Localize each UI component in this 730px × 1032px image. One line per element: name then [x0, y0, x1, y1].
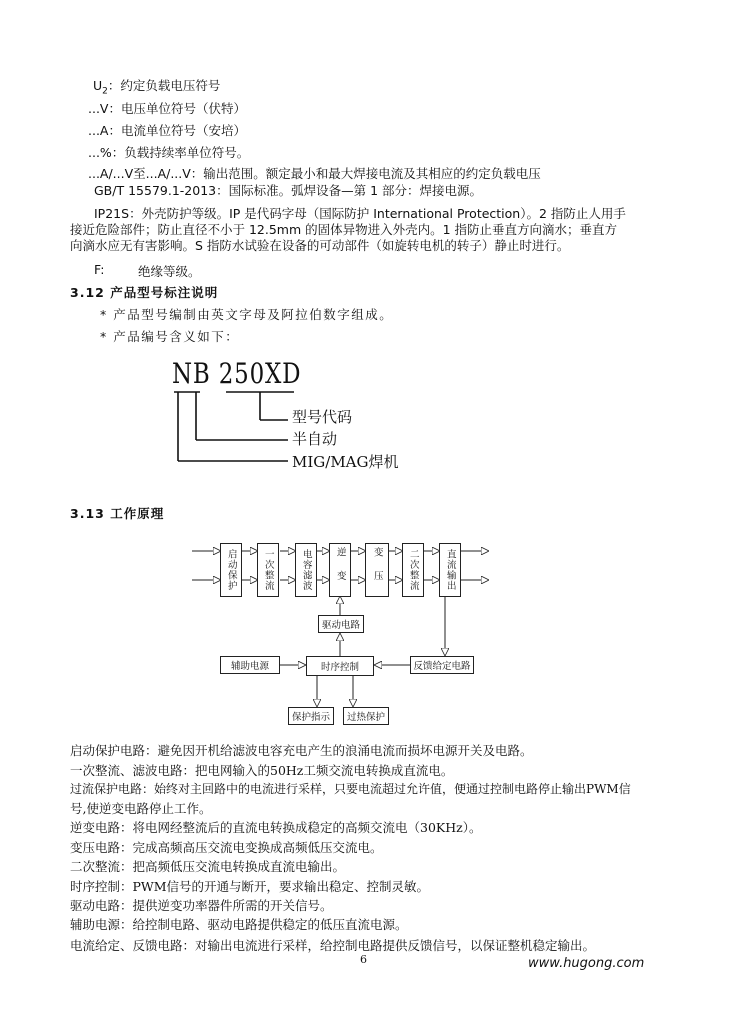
- website-link[interactable]: www.hugong.com: [528, 956, 645, 971]
- model-label-semi-auto: 半自动: [292, 430, 338, 448]
- block-transformer: [365, 543, 389, 597]
- model-label-mig-mag: MIG/MAG焊机: [292, 453, 399, 471]
- block-capacitor-filter-label: 电容滤波: [300, 549, 312, 591]
- u2-definition: [93, 76, 220, 97]
- duty-definition: ...%：负载持续率单位符号。: [88, 145, 250, 160]
- block-primary-rectifier-label: 一次整流: [262, 549, 274, 591]
- explanation-line: 号,使逆变电路停止工作。: [70, 801, 212, 816]
- ip-definition-line2: 接近危险部件；防止直径不小于 12.5mm 的固体异物进入外壳内。1 指防止垂直方向滴水；垂直方: [70, 222, 618, 237]
- block-drive-circuit: 驱动电路: [318, 615, 364, 633]
- range-definition-line2: GB/T 15579.1-2013：国际标准。弧焊设备—第 1 部分：焊接电源。: [94, 183, 482, 198]
- block-overheat-protection: 过热保护: [343, 707, 389, 725]
- explanation-line: 启动保护电路：避免因开机给滤波电容充电产生的浪涌电流而损坏电源开关及电路。: [70, 743, 533, 758]
- block-transformer-label: 变压: [371, 546, 383, 594]
- page-number: 6: [360, 953, 367, 966]
- block-secondary-rectifier: [402, 543, 424, 597]
- block-dc-output: [439, 543, 461, 597]
- section-313-heading: 3.13 工作原理: [70, 506, 165, 521]
- u2-subscript: 2: [102, 86, 108, 97]
- f-definition: 绝缘等级。: [138, 264, 201, 279]
- block-dc-output-label: 直流输出: [444, 549, 456, 591]
- block-timing-control: 时序控制: [306, 656, 374, 676]
- explanation-line: 过流保护电路：始终对主回路中的电流进行采样，只要电流超过允许值，便通过控制电路停止输出PWM信: [70, 782, 631, 796]
- block-aux-power: 辅助电源: [220, 656, 280, 674]
- explanation-line: 电流给定、反馈电路：对输出电流进行采样，给控制电路提供反馈信号，以保证整机稳定输出。: [70, 938, 596, 953]
- section-312-heading: 3.12 产品型号标注说明: [70, 285, 219, 300]
- explanation-line: 变压电路：完成高频高压交流电变换成高频低压交流电。: [70, 840, 383, 855]
- block-secondary-rectifier-label: 二次整流: [407, 549, 419, 591]
- block-inverter-label: 逆变: [334, 546, 346, 594]
- block-feedback-circuit: 反馈给定电路: [410, 656, 474, 674]
- ip-definition-line1: IP21S：外壳防护等级。IP 是代码字母（国际防护 International Protection）。2 指防止人用手: [94, 206, 626, 221]
- explanation-line: 逆变电路：将电网经整流后的直流电转换成稳定的高频交流电（30KHz）。: [70, 820, 482, 835]
- u2-text: ：约定负载电压符号: [107, 78, 221, 93]
- block-protection-indicator: 保护指示: [288, 707, 334, 725]
- block-inverter: [329, 543, 351, 597]
- block-primary-rectifier: [257, 543, 279, 597]
- explanation-line: 驱动电路：提供逆变功率器件所需的开关信号。: [70, 898, 333, 913]
- range-definition-line1: ...A/...V至...A/...V：输出范围。额定最小和最大焊接电流及其相应的约定负载电压: [88, 166, 541, 181]
- explanation-line: 时序控制：PWM信号的开通与断开，要求输出稳定、控制灵敏。: [70, 879, 430, 894]
- block-start-protection-label: 启动保护: [225, 549, 237, 591]
- section-312-bullet-2: * 产品编号含义如下：: [100, 329, 240, 344]
- explanation-line: 辅助电源：给控制电路、驱动电路提供稳定的低压直流电源。: [70, 917, 408, 932]
- amp-definition: ...A：电流单位符号（安培）: [88, 123, 246, 138]
- explanation-line: 一次整流、滤波电路：把电网输入的50Hz工频交流电转换成直流电。: [70, 763, 454, 778]
- volt-definition: ...V：电压单位符号（伏特）: [88, 101, 246, 116]
- u2-symbol: U: [93, 78, 103, 93]
- section-312-bullet-1: * 产品型号编制由英文字母及阿拉伯数字组成。: [100, 307, 394, 322]
- explanation-line: 二次整流：把高频低压交流电转换成直流电输出。: [70, 859, 346, 874]
- model-code: NB 250XD: [172, 357, 302, 390]
- block-capacitor-filter: [295, 543, 317, 597]
- block-start-protection: [220, 543, 242, 597]
- model-label-type-code: 型号代码: [292, 408, 353, 426]
- ip-definition-line3: 向滴水应无有害影响。S 指防水试验在设备的可动部件（如旋转电机的转子）静止时进行。: [70, 238, 570, 253]
- f-label: F:: [94, 262, 105, 277]
